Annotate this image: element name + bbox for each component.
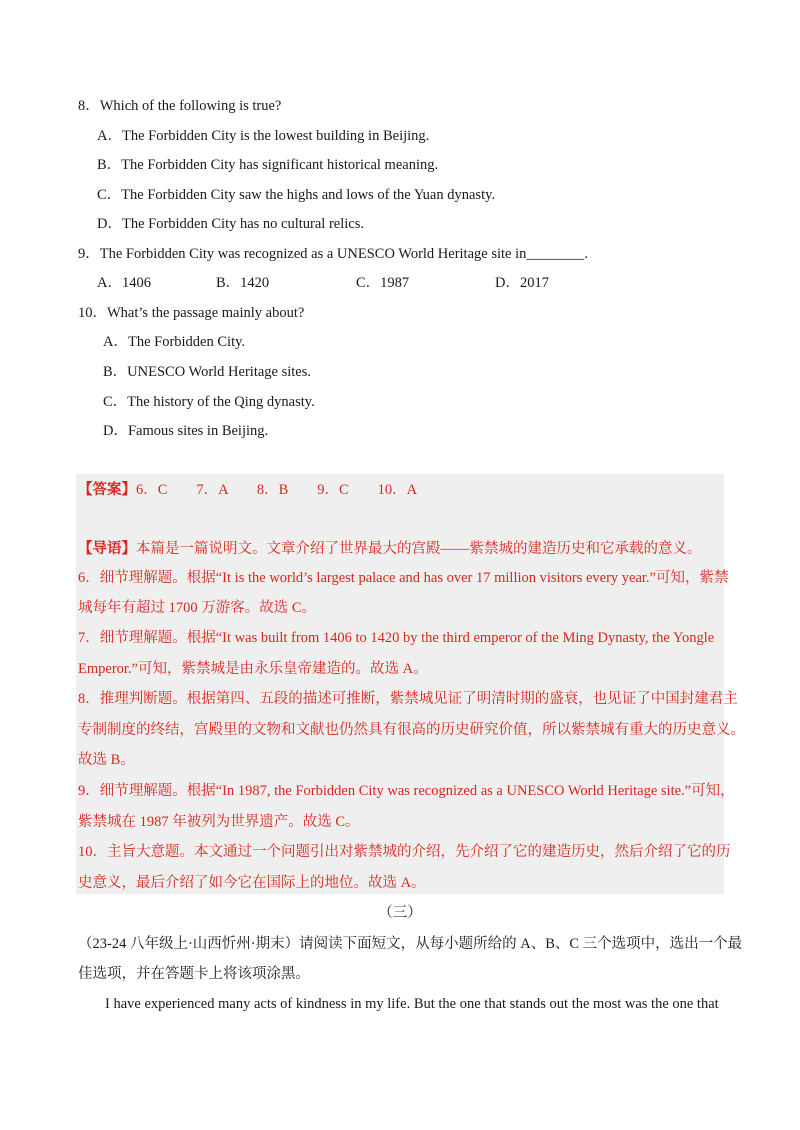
explanation-line: 故选 B。 bbox=[78, 752, 135, 768]
section-title: （三） bbox=[378, 905, 422, 921]
explanation-line: 7．细节理解题。根据“It was built from 1406 to 1420 by the third emperor of the Ming Dynasty, the Yongle bbox=[78, 630, 715, 646]
question-9-option-a: A．1406 bbox=[97, 275, 151, 291]
explanation-line: Emperor.”可知，紫禁城是由永乐皇帝建造的。故选 A。 bbox=[78, 661, 428, 677]
explanation-line: 10．主旨大意题。本文通过一个问题引出对紫禁城的介绍，先介绍了它的建造历史，然后介绍了它的历 bbox=[78, 844, 731, 860]
explanation-line: 8．推理判断题。根据第四、五段的描述可推断，紫禁城见证了明清时期的盛衰，也见证了中国封建君主 bbox=[78, 691, 738, 707]
answer-values: 6．C 7．A 8．B 9．C 10．A bbox=[136, 482, 418, 498]
question-8-option-d: D．The Forbidden City has no cultural relics. bbox=[97, 216, 364, 232]
explanation-line: 城每年有超过 1700 万游客。故选 C。 bbox=[78, 600, 317, 616]
question-8-option-a: A．The Forbidden City is the lowest building in Beijing. bbox=[97, 128, 430, 144]
guide-text: 本篇是一篇说明文。文章介绍了世界最大的宫殿——紫禁城的建造历史和它承载的意义。 bbox=[136, 541, 702, 557]
question-10-option-c: C．The history of the Qing dynasty. bbox=[103, 394, 315, 410]
question-9-option-d: D．2017 bbox=[495, 275, 549, 291]
answer-line bbox=[78, 480, 417, 500]
question-10-option-b: B．UNESCO World Heritage sites. bbox=[103, 364, 311, 380]
question-9-option-c: C．1987 bbox=[356, 275, 410, 291]
question-10-stem: 10．What’s the passage mainly about? bbox=[78, 305, 305, 321]
question-10-option-a: A．The Forbidden City. bbox=[103, 334, 246, 350]
explanation-line: 6．细节理解题。根据“It is the world’s largest palace and has over 17 million visitors every year.”可知，紫禁 bbox=[78, 570, 729, 586]
question-8-option-b: B．The Forbidden City has significant historical meaning. bbox=[97, 157, 439, 173]
answer-label: 【答案】 bbox=[78, 482, 136, 498]
explanation-line: 9．细节理解题。根据“In 1987, the Forbidden City was recognized as a UNESCO World Heritage site.”可知， bbox=[78, 783, 735, 799]
explanation-line: 史意义，最后介绍了如今它在国际上的地位。故选 A。 bbox=[78, 875, 426, 891]
explanation-line: 专制制度的终结，宫殿里的文物和文献也仍然具有很高的历史研究价值，所以紫禁城有重大的历史意义。 bbox=[78, 722, 745, 738]
question-9-option-b: B．1420 bbox=[216, 275, 270, 291]
guide-line bbox=[78, 539, 702, 559]
guide-label: 【导语】 bbox=[78, 541, 136, 557]
explanation-line: 紫禁城在 1987 年被列为世界遗产。故选 C。 bbox=[78, 814, 360, 830]
question-9-stem: 9．The Forbidden City was recognized as a UNESCO World Heritage site in________. bbox=[78, 246, 588, 262]
section-instruction: 佳选项，并在答题卡上将该项涂黑。 bbox=[78, 966, 310, 982]
passage-first-line: I have experienced many acts of kindness in my life. But the one that stands out the most was the one that bbox=[105, 996, 719, 1012]
question-8-option-c: C．The Forbidden City saw the highs and lows of the Yuan dynasty. bbox=[97, 187, 496, 203]
question-8-stem: 8．Which of the following is true? bbox=[78, 98, 282, 114]
section-instruction: （23-24 八年级上·山西忻州·期末）请阅读下面短文，从每小题所给的 A、B、C 三个选项中，选出一个最 bbox=[78, 936, 743, 952]
question-10-option-d: D．Famous sites in Beijing. bbox=[103, 423, 269, 439]
